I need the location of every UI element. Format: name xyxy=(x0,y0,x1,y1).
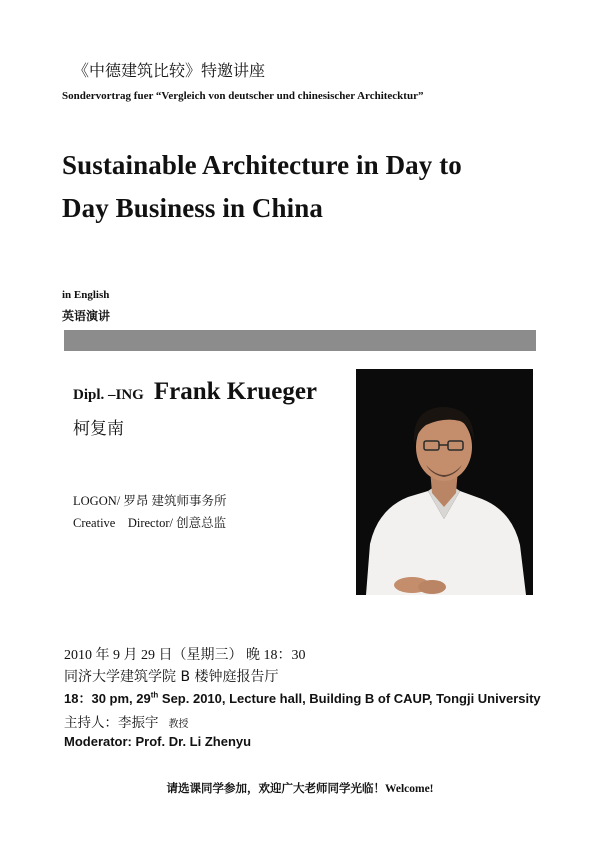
language-chinese: 英语演讲 xyxy=(62,309,111,323)
event-time-ordinal: th xyxy=(150,690,159,700)
welcome-note: 请选课同学参加，欢迎广大老师同学光临！Welcome! xyxy=(166,783,434,795)
lecture-title-line-1: Sustainable Architecture in Day to xyxy=(62,150,462,180)
host-role-chinese: 教授 xyxy=(168,719,189,730)
divider-bar xyxy=(64,330,536,351)
speaker-degree: Dipl. –ING xyxy=(73,387,144,403)
event-venue-chinese: 同济大学建筑学院 B 楼钟庭报告厅 xyxy=(64,669,279,685)
speaker-name-chinese: 柯复南 xyxy=(73,419,124,439)
lecture-title-line-2: Day Business in China xyxy=(62,193,323,223)
lecture-series-chinese: 《中德建筑比较》特邀讲座 xyxy=(73,61,266,80)
speaker-photo xyxy=(356,369,533,595)
speaker-heading xyxy=(73,378,317,406)
event-time-prefix: 18：30 pm, 29 xyxy=(64,691,151,706)
event-time-venue-english xyxy=(64,688,541,707)
host-chinese xyxy=(64,711,189,731)
speaker-name: Frank Krueger xyxy=(153,378,318,405)
speaker-role: Creative Director/ 创意总监 xyxy=(73,516,227,530)
lecture-series-german: Sondervortrag fuer “Vergleich von deutscher und chinesischer Architecktur” xyxy=(62,90,424,102)
event-time-suffix: Sep. 2010, Lecture hall, Building B of CAUP, Tongji University xyxy=(158,691,541,706)
moderator-english: Moderator: Prof. Dr. Li Zhenyu xyxy=(64,734,252,749)
language-english: in English xyxy=(62,289,110,301)
event-date-chinese: 2010 年 9 月 29 日（星期三） 晚 18：30 xyxy=(64,648,306,663)
host-name-chinese: 主持人：李振宇 xyxy=(64,715,159,731)
speaker-affiliation: LOGON/ 罗昂 建筑师事务所 xyxy=(73,494,227,508)
